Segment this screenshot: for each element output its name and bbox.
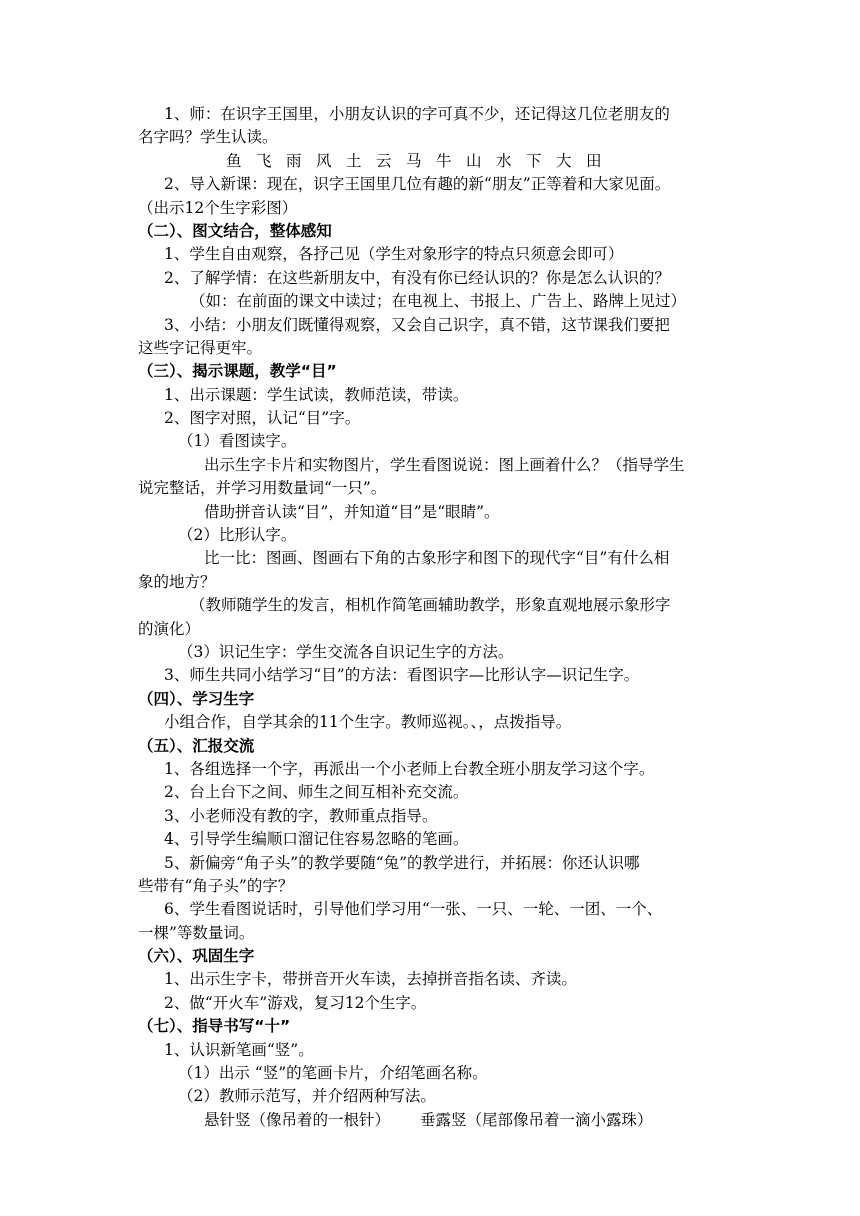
stroke-type: 悬针竖（像吊着的一根针） [204,1110,391,1129]
section-heading: （三）、揭示课题，教学“目” [138,362,337,381]
text-line: 象的地方？ [138,572,216,591]
text-line: 6、学生看图说话时，引导他们学习用“一张、一只、一轮、一团、一个、 [164,900,663,919]
text-line: （出示12个生字彩图） [138,198,298,217]
text-line: 说完整话，并学习用数量词“一只”。 [138,479,387,498]
character-item: 田 [586,151,602,170]
text-line: 1、师：在识字王国里，小朋友认识的字可真不少，还记得这几位老朋友的 [164,105,670,123]
section-heading: （六）、巩固生字 [138,947,255,966]
text-line: 这些字记得更牢。 [138,338,263,357]
text-line: 1、学生自由观察，各抒己见（学生对象形字的特点只须意会即可） [164,245,624,264]
section-heading: （四）、学习生字 [138,689,255,708]
character-item: 马 [406,151,422,170]
text-line: 2、导入新课：现在，识字王国里几位有趣的新“朋友”正等着和大家见面。 [164,175,671,194]
text-line: 2、图字对照，认记“目”字。 [164,409,361,428]
section-heading: （二）、图文结合，整体感知 [138,221,332,240]
text-line: （1）出示 “竖”的笔画卡片，介绍笔画名称。 [178,1064,488,1083]
section-heading: （七）、指导书写“十” [138,1017,291,1036]
text-line: 3、小结：小朋友们既懂得观察，又会自己识字，真不错，这节课我们要把 [164,315,670,334]
text-line: 3、师生共同小结学习“目”的方法：看图识字—比形认字—识记生字。 [164,666,640,685]
stroke-type: 垂露竖（尾部像吊着一滴小露珠） [420,1110,653,1129]
text-line: （教师随学生的发言，相机作简笔画辅助教学，形象直观地展示象形字 [190,596,671,615]
text-line: 1、出示生字卡，带拼音开火车读，去掉拼音指名读、齐读。 [164,970,577,989]
text-line: 1、各组选择一个字，再派出一个小老师上台教全班小朋友学习这个字。 [164,759,655,778]
character-item: 风 [316,151,332,170]
text-line: 1、出示课题：学生试读，教师范读，带读。 [164,385,469,404]
document-page [138,103,738,1132]
text-line: 一棵”等数量词。 [138,923,255,942]
text-line: 2、做“开火车”游戏，复习12个生字。 [164,993,427,1012]
stroke-types [138,1109,738,1132]
character-item: 云 [376,151,392,170]
character-item: 飞 [256,151,272,170]
character-item: 水 [496,151,512,170]
text-line: （如：在前面的课文中读过；在电视上、书报上、广告上、路牌上见过） [190,292,687,311]
text-line: 2、了解学情：在这些新朋友中，有没有你已经认识的？你是怎么认识的？ [164,268,670,287]
character-item: 山 [466,151,482,170]
text-line: 1、认识新笔画“竖”。 [164,1040,314,1059]
section-heading: （五）、汇报交流 [138,736,255,755]
text-line: （2）教师示范写，并介绍两种写法。 [178,1087,436,1106]
character-item: 鱼 [226,151,242,170]
text-line: 名字吗？学生认读。 [138,128,278,147]
character-item: 雨 [286,151,302,170]
text-line: 4、引导学生编顺口溜记住容易忽略的笔画。 [164,830,469,849]
text-line: 2、台上台下之间、师生之间互相补充交流。 [164,783,469,802]
character-item: 牛 [436,151,452,170]
text-line: 3、小老师没有教的字，教师重点指导。 [164,806,438,825]
text-line: 的演化） [138,619,201,638]
text-line: （3）识记生字：学生交流各自识记生字的方法。 [178,642,514,661]
text-line: 比一比：图画、图画右下角的古象形字和图下的现代字“目”有什么相 [204,549,670,568]
character-item: 土 [346,151,362,170]
text-line: 小组合作，自学其余的11个生字。教师巡视。、，点拨指导。 [164,713,572,732]
text-line: 借助拼音认读“目”，并知道“目”是“眼睛”。 [204,502,500,521]
text-line: （2）比形认字。 [178,526,297,545]
text-line: （1）看图读字。 [178,432,297,451]
text-line: 些带有“角子头”的字？ [138,876,294,895]
text-line: 5、新偏旁“角子头”的教学要随“兔”的教学进行，并拓展：你还认识哪 [164,853,640,872]
text-line: 出示生字卡片和实物图片，学生看图说说：图上画着什么？（指导学生 [204,455,685,474]
character-item: 大 [556,151,572,170]
character-list [138,150,738,173]
character-item: 下 [526,151,542,170]
